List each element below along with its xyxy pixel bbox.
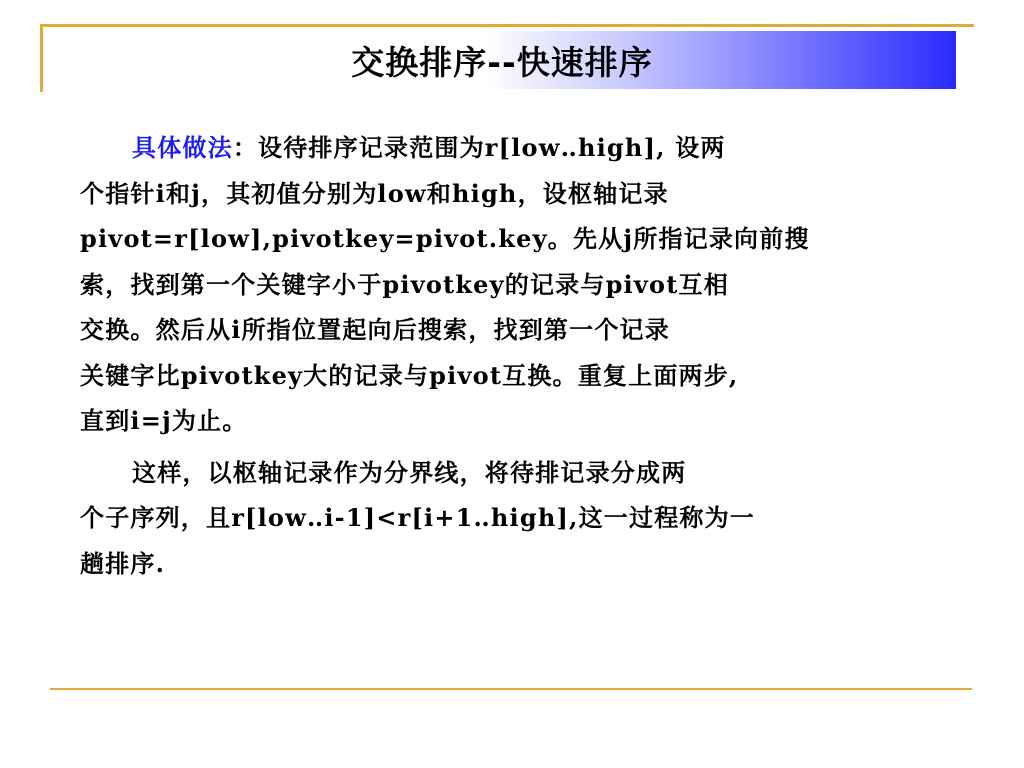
text-line: 索，找到第一个关键字小于pivotkey的记录与pivot互相 bbox=[80, 269, 729, 299]
title-banner bbox=[48, 31, 956, 89]
left-accent-bar bbox=[40, 24, 43, 92]
slide-title: 交换排序--快速排序 bbox=[351, 42, 653, 82]
bottom-divider-line bbox=[50, 688, 972, 690]
paragraph-method bbox=[80, 125, 940, 444]
paragraph-summary bbox=[80, 450, 940, 587]
text-line: pivot=r[low],pivotkey=pivot.key。先从j所指记录向前搜 bbox=[80, 224, 810, 253]
text-line: 这样，以枢轴记录作为分界线，将待排记录分成两 bbox=[132, 457, 687, 487]
text-line: 个指针i和j，其初值分别为low和high，设枢轴记录 bbox=[80, 178, 669, 208]
text-line: 关键字比pivotkey大的记录与pivot互换。重复上面两步, bbox=[80, 360, 739, 390]
text-line-segment: ：设待排序记录范围为r[low‥high], 设两 bbox=[232, 133, 726, 162]
text-line bbox=[80, 125, 940, 171]
top-divider-line bbox=[40, 24, 974, 27]
slide-body bbox=[80, 125, 940, 586]
text-line: 交换。然后从i所指位置起向后搜索，找到第一个记录 bbox=[80, 315, 670, 344]
text-line: 直到i=j为止。 bbox=[80, 406, 248, 435]
text-line: 趟排序. bbox=[80, 548, 166, 578]
method-label: 具体做法 bbox=[132, 133, 233, 162]
text-line: 个子序列，且r[low‥i-1]<r[i+1‥high],这一过程称为一 bbox=[80, 503, 756, 532]
